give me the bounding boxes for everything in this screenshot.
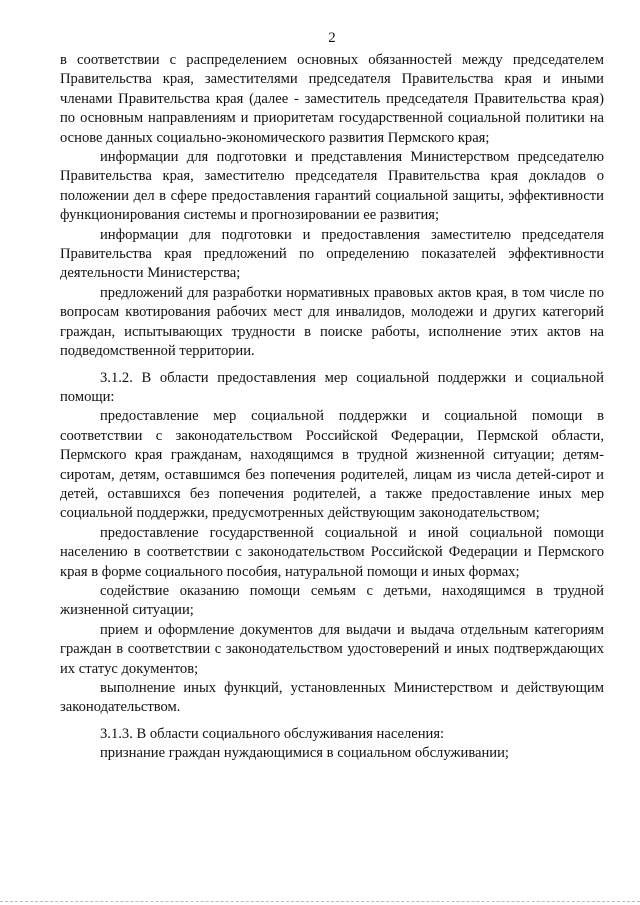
- section-heading-3-1-2: 3.1.2. В области предоставления мер социальной поддержки и социальной помощи:: [60, 369, 604, 405]
- section-heading-3-1-3: 3.1.3. В области социального обслуживания населения:: [100, 725, 445, 742]
- paragraph-state-social-aid: предоставление государственной социальной и иной социальной помощи населению в соответствии с законодательством Российской Федерации и Пермского края в форме социального пособия, натуральной помощи и иных формах;: [60, 524, 604, 580]
- paragraph-family-assistance: содействие оказанию помощи семьям с детьми, находящимся в трудной жизненной ситуации;: [60, 582, 604, 619]
- page-number: 2: [328, 30, 336, 46]
- paragraph-other-functions: выполнение иных функций, установленных Министерством и действующим законодательством.: [60, 680, 604, 716]
- paragraph-recognition-need: признание граждан нуждающимися в социальном обслуживании;: [100, 745, 509, 762]
- paragraph-support-measures: предоставление мер социальной поддержки и социальной помощи в соответствии с законодательством Российской Федерации, Пермской области, Пермского края гражданам, находящимся в трудной жизненной ситуации; детям-сиротам, детям, оставшимся без попечения родителей, лицам из числа детей-сирот и детей, оставшихся без попечения родителей, а также предоставление иных мер социальной поддержки, предусмотренных действующим законодательством;: [60, 408, 604, 522]
- paragraph-legal-acts-proposals: предложений для разработки нормативных правовых актов края, в том числе по вопросам квотирования рабочих мест для инвалидов, молодежи и других категорий граждан, испытывающих трудности в поиске работы, исполнение этих актов на подведомственной территории.: [60, 284, 604, 360]
- scan-bottom-edge: [0, 901, 640, 902]
- paragraph-distribution-duties: в соответствии с распределением основных обязанностей между председателем Правительства края, заместителями председателя Правительства края и иными членами Правительства края (далее - заместитель председателя Правительства края) по основным направлениям и приоритетам государственной социальной политики на основе данных социально-экономического развития Пермского края;: [60, 52, 604, 146]
- paragraph-documents-issuance: прием и оформление документов для выдачи и выдача отдельным категориям граждан в соответствии с законодательством удостоверений и иных подтверждающих их статус документов;: [60, 621, 604, 677]
- paragraph-efficiency-info: информации для подготовки и предоставления заместителю председателя Правительства края предложений по определению показателей эффективности деятельности Министерства;: [60, 226, 604, 282]
- paragraph-reports-info: информации для подготовки и представления Министерством председателю Правительства края, заместителю председателя Правительства края докладов о положении дел в сфере предоставления гарантий социальной защиты, эффективности функционирования системы и прогнозировании ее развития;: [60, 149, 604, 224]
